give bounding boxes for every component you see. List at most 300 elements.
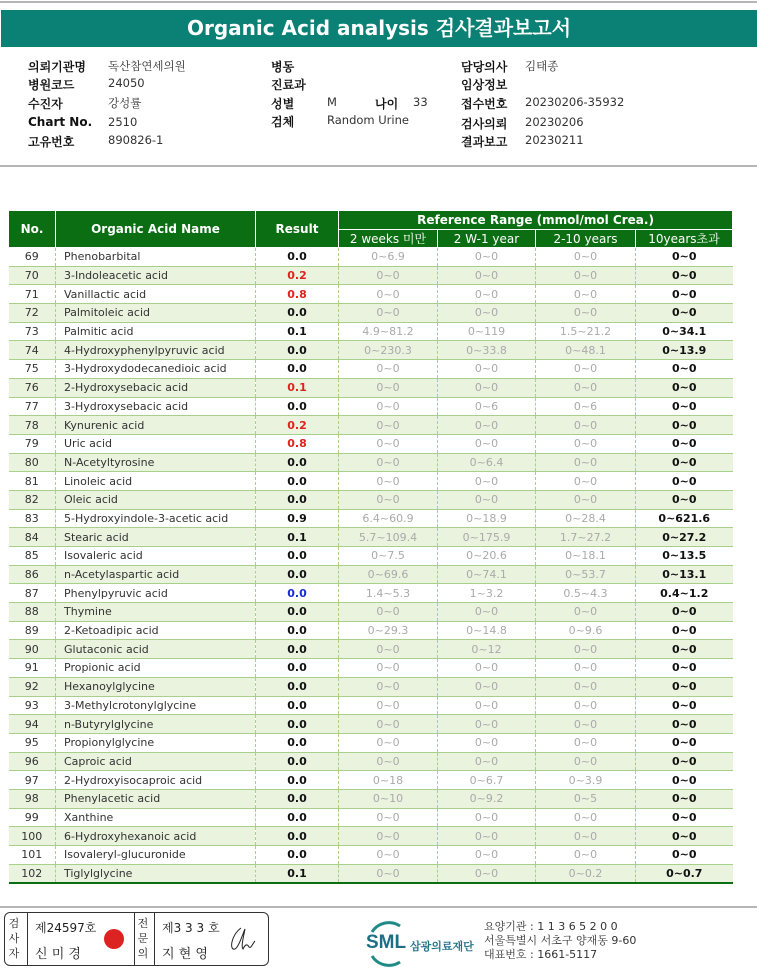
acid-name: 2-Ketoadipic acid xyxy=(56,621,256,640)
range-10y: 0~0 xyxy=(636,715,733,734)
range-2w-1y: 0~0 xyxy=(438,827,536,846)
range-2weeks: 0~0 xyxy=(339,490,438,509)
range-10y: 0~0 xyxy=(636,266,733,285)
range-10y: 0~0 xyxy=(636,453,733,472)
range-10y: 0~0 xyxy=(636,621,733,640)
range-2-10y: 0~0 xyxy=(536,304,636,323)
range-2weeks: 6.4~60.9 xyxy=(339,509,438,528)
range-10y: 0~0 xyxy=(636,846,733,865)
range-10y: 0~0 xyxy=(636,603,733,622)
acid-name: Caproic acid xyxy=(56,752,256,771)
row-no: 73 xyxy=(9,322,56,341)
range-2w-1y: 0~0 xyxy=(438,304,536,323)
result-value: 0.0 xyxy=(256,621,339,640)
range-2weeks: 0~0 xyxy=(339,733,438,752)
range-2-10y: 0~0.2 xyxy=(536,864,636,883)
acid-name: Vanillactic acid xyxy=(56,285,256,304)
row-no: 88 xyxy=(9,603,56,622)
specialist-name: 지 현 영 xyxy=(162,947,208,962)
id-value: 890826-1 xyxy=(108,133,164,147)
result-value: 0.0 xyxy=(256,547,339,566)
row-no: 101 xyxy=(9,846,56,865)
row-no: 79 xyxy=(9,434,56,453)
header-no: No. xyxy=(9,211,56,248)
acid-name: Phenylacetic acid xyxy=(56,789,256,808)
report-label: 결과보고 xyxy=(461,135,508,149)
range-10y: 0~0 xyxy=(636,434,733,453)
range-10y: 0~0 xyxy=(636,771,733,790)
range-2w-1y: 0~0 xyxy=(438,846,536,865)
range-10y: 0~0 xyxy=(636,490,733,509)
range-2weeks: 0~230.3 xyxy=(339,341,438,360)
receipt-value: 20230206-35932 xyxy=(525,95,625,109)
table-row xyxy=(9,752,733,771)
acid-name: Propionylglycine xyxy=(56,733,256,752)
table-row xyxy=(9,827,733,846)
table-row xyxy=(9,771,733,790)
hospital-code-value: 24050 xyxy=(108,76,145,90)
range-10y: 0~0 xyxy=(636,248,733,267)
acid-name: 6-Hydroxyhexanoic acid xyxy=(56,827,256,846)
table-row xyxy=(9,453,733,472)
result-value: 0.1 xyxy=(256,864,339,883)
range-2weeks: 0~0 xyxy=(339,266,438,285)
specimen-value: Random Urine xyxy=(327,113,409,127)
range-2-10y: 0~0 xyxy=(536,733,636,752)
result-value: 0.2 xyxy=(256,266,339,285)
table-row xyxy=(9,621,733,640)
row-no: 99 xyxy=(9,808,56,827)
acid-name: 4-Hydroxyphenylpyruvic acid xyxy=(56,341,256,360)
ward-label: 병동 xyxy=(271,60,295,74)
range-2weeks: 0~0 xyxy=(339,360,438,379)
range-2w-1y: 0~0 xyxy=(438,864,536,883)
range-2weeks: 0~10 xyxy=(339,789,438,808)
acid-name: Oleic acid xyxy=(56,490,256,509)
range-2weeks: 0~0 xyxy=(339,416,438,435)
acid-name: Kynurenic acid xyxy=(56,416,256,435)
institution-value: 독산참연세의원 xyxy=(108,59,186,73)
range-2weeks: 0~0 xyxy=(339,808,438,827)
result-value: 0.0 xyxy=(256,453,339,472)
range-10y: 0~0 xyxy=(636,752,733,771)
range-2-10y: 0~0 xyxy=(536,827,636,846)
range-2-10y: 0~0 xyxy=(536,248,636,267)
range-10y: 0~34.1 xyxy=(636,322,733,341)
range-2weeks: 0~0 xyxy=(339,640,438,659)
range-10y: 0~13.9 xyxy=(636,341,733,360)
range-2weeks: 4.9~81.2 xyxy=(339,322,438,341)
range-10y: 0~0 xyxy=(636,360,733,379)
row-no: 72 xyxy=(9,304,56,323)
range-2weeks: 0~0 xyxy=(339,846,438,865)
range-2-10y: 0~0 xyxy=(536,490,636,509)
result-value: 0.2 xyxy=(256,416,339,435)
patient-label: 수진자 xyxy=(28,97,63,111)
header-range-2-10y: 2-10 years xyxy=(536,230,636,248)
acid-name: n-Acetylaspartic acid xyxy=(56,565,256,584)
report-title: Organic Acid analysis 검사결과보고서 xyxy=(1,10,757,47)
result-value: 0.9 xyxy=(256,509,339,528)
row-no: 71 xyxy=(9,285,56,304)
range-2weeks: 0~0 xyxy=(339,603,438,622)
range-2w-1y: 0~0 xyxy=(438,416,536,435)
range-2w-1y: 0~0 xyxy=(438,677,536,696)
row-no: 92 xyxy=(9,677,56,696)
range-10y: 0~0 xyxy=(636,397,733,416)
range-2-10y: 0~0 xyxy=(536,378,636,397)
row-no: 90 xyxy=(9,640,56,659)
range-10y: 0~0 xyxy=(636,677,733,696)
table-row xyxy=(9,677,733,696)
range-2-10y: 1.5~21.2 xyxy=(536,322,636,341)
range-2-10y: 0~3.9 xyxy=(536,771,636,790)
range-2w-1y: 0~0 xyxy=(438,490,536,509)
address: 서울특별시 서초구 양재동 9-60 xyxy=(484,934,637,947)
result-value: 0.0 xyxy=(256,565,339,584)
range-2w-1y: 0~0 xyxy=(438,715,536,734)
header-result: Result xyxy=(256,211,339,248)
row-no: 76 xyxy=(9,378,56,397)
acid-name: 3-Hydroxydodecanedioic acid xyxy=(56,360,256,379)
table-row xyxy=(9,715,733,734)
hospital-code-label: 병원코드 xyxy=(28,78,75,92)
specimen-label: 검체 xyxy=(271,115,295,129)
table-row xyxy=(9,490,733,509)
range-10y: 0~13.1 xyxy=(636,565,733,584)
range-2w-1y: 0~20.6 xyxy=(438,547,536,566)
range-10y: 0~0.7 xyxy=(636,864,733,883)
range-2weeks: 0~0 xyxy=(339,864,438,883)
range-2-10y: 0~0 xyxy=(536,846,636,865)
acid-name: Tiglylglycine xyxy=(56,864,256,883)
clinical-label: 임상정보 xyxy=(461,78,508,92)
row-no: 93 xyxy=(9,696,56,715)
range-2w-1y: 0~119 xyxy=(438,322,536,341)
receipt-label: 접수번호 xyxy=(461,97,508,111)
acid-name: n-Butyrylglycine xyxy=(56,715,256,734)
result-value: 0.0 xyxy=(256,584,339,603)
range-2w-1y: 0~0 xyxy=(438,472,536,491)
range-2-10y: 0~18.1 xyxy=(536,547,636,566)
row-no: 91 xyxy=(9,659,56,678)
range-2-10y: 0~0 xyxy=(536,752,636,771)
range-2weeks: 0~0 xyxy=(339,659,438,678)
result-value: 0.0 xyxy=(256,490,339,509)
result-value: 0.0 xyxy=(256,472,339,491)
result-value: 0.0 xyxy=(256,677,339,696)
acid-name: 2-Hydroxyisocaproic acid xyxy=(56,771,256,790)
table-row xyxy=(9,659,733,678)
range-2weeks: 0~0 xyxy=(339,378,438,397)
result-value: 0.0 xyxy=(256,827,339,846)
header-name: Organic Acid Name xyxy=(56,211,256,248)
range-2weeks: 0~29.3 xyxy=(339,621,438,640)
row-no: 78 xyxy=(9,416,56,435)
range-2w-1y: 0~6.7 xyxy=(438,771,536,790)
table-row xyxy=(9,640,733,659)
range-2weeks: 0~0 xyxy=(339,397,438,416)
examiner-label: 검 사 자 xyxy=(8,917,20,960)
org-name: 삼광의료재단 xyxy=(410,940,474,953)
range-2w-1y: 0~33.8 xyxy=(438,341,536,360)
result-value: 0.0 xyxy=(256,846,339,865)
row-no: 82 xyxy=(9,490,56,509)
result-value: 0.0 xyxy=(256,715,339,734)
range-2-10y: 0~0 xyxy=(536,285,636,304)
range-10y: 0.4~1.2 xyxy=(636,584,733,603)
range-2-10y: 0~0 xyxy=(536,659,636,678)
row-no: 80 xyxy=(9,453,56,472)
row-no: 69 xyxy=(9,248,56,267)
table-row xyxy=(9,733,733,752)
range-2weeks: 0~7.5 xyxy=(339,547,438,566)
acid-name: Phenylpyruvic acid xyxy=(56,584,256,603)
results-table xyxy=(8,210,733,884)
row-no: 100 xyxy=(9,827,56,846)
range-10y: 0~0 xyxy=(636,285,733,304)
row-no: 97 xyxy=(9,771,56,790)
result-value: 0.1 xyxy=(256,322,339,341)
patient-value: 강성률 xyxy=(108,96,142,110)
range-2w-1y: 0~0 xyxy=(438,733,536,752)
examiner-number: 제24597호 xyxy=(35,921,97,935)
range-10y: 0~621.6 xyxy=(636,509,733,528)
phone: 대표번호 : 1661-5117 xyxy=(484,948,598,961)
table-row xyxy=(9,864,733,883)
range-2-10y: 0~0 xyxy=(536,640,636,659)
acid-name: Palmitoleic acid xyxy=(56,304,256,323)
range-2w-1y: 0~0 xyxy=(438,808,536,827)
table-row xyxy=(9,322,733,341)
table-row xyxy=(9,416,733,435)
table-row xyxy=(9,846,733,865)
range-2weeks: 0~0 xyxy=(339,472,438,491)
table-row xyxy=(9,528,733,547)
table-row xyxy=(9,565,733,584)
result-value: 0.0 xyxy=(256,659,339,678)
range-10y: 0~0 xyxy=(636,378,733,397)
result-value: 0.0 xyxy=(256,248,339,267)
range-2w-1y: 0~0 xyxy=(438,603,536,622)
dept-label: 진료과 xyxy=(271,78,306,92)
result-value: 0.0 xyxy=(256,360,339,379)
row-no: 96 xyxy=(9,752,56,771)
institution-label: 의뢰기관명 xyxy=(28,60,86,74)
acid-name: 5-Hydroxyindole-3-acetic acid xyxy=(56,509,256,528)
range-2-10y: 0~0 xyxy=(536,360,636,379)
row-no: 81 xyxy=(9,472,56,491)
result-value: 0.8 xyxy=(256,434,339,453)
range-10y: 0~27.2 xyxy=(636,528,733,547)
result-value: 0.0 xyxy=(256,397,339,416)
row-no: 98 xyxy=(9,789,56,808)
range-2w-1y: 0~6.4 xyxy=(438,453,536,472)
acid-name: 3-Indoleacetic acid xyxy=(56,266,256,285)
range-2w-1y: 0~6 xyxy=(438,397,536,416)
range-2w-1y: 0~0 xyxy=(438,378,536,397)
range-2weeks: 0~0 xyxy=(339,677,438,696)
range-2-10y: 0~0 xyxy=(536,472,636,491)
range-2weeks: 0~18 xyxy=(339,771,438,790)
row-no: 83 xyxy=(9,509,56,528)
row-no: 85 xyxy=(9,547,56,566)
result-value: 0.1 xyxy=(256,528,339,547)
range-10y: 0~0 xyxy=(636,416,733,435)
logo-text: SML xyxy=(366,932,407,953)
acid-name: Linoleic acid xyxy=(56,472,256,491)
acid-name: Palmitic acid xyxy=(56,322,256,341)
range-2-10y: 0~0 xyxy=(536,416,636,435)
range-2-10y: 1.7~27.2 xyxy=(536,528,636,547)
range-2weeks: 0~0 xyxy=(339,434,438,453)
range-10y: 0~13.5 xyxy=(636,547,733,566)
request-label: 검사의뢰 xyxy=(461,117,508,131)
table-row xyxy=(9,696,733,715)
doctor-label: 담당의사 xyxy=(461,60,508,74)
row-no: 74 xyxy=(9,341,56,360)
range-2w-1y: 0~18.9 xyxy=(438,509,536,528)
result-value: 0.0 xyxy=(256,603,339,622)
row-no: 77 xyxy=(9,397,56,416)
range-2weeks: 0~0 xyxy=(339,752,438,771)
signature-icon xyxy=(227,925,257,955)
acid-name: Phenobarbital xyxy=(56,248,256,267)
result-value: 0.0 xyxy=(256,808,339,827)
table-row xyxy=(9,509,733,528)
range-2weeks: 0~69.6 xyxy=(339,565,438,584)
table-row xyxy=(9,789,733,808)
chart-value: 2510 xyxy=(108,115,138,129)
table-row xyxy=(9,266,733,285)
id-label: 고유번호 xyxy=(28,135,75,149)
range-2weeks: 5.7~109.4 xyxy=(339,528,438,547)
result-value: 0.1 xyxy=(256,378,339,397)
age-value: 33 xyxy=(413,95,428,109)
range-2-10y: 0~5 xyxy=(536,789,636,808)
row-no: 89 xyxy=(9,621,56,640)
table-row xyxy=(9,341,733,360)
specialist-number: 제3 3 3 호 xyxy=(162,921,220,935)
range-2w-1y: 0~0 xyxy=(438,752,536,771)
range-2-10y: 0~0 xyxy=(536,266,636,285)
header-reference-range: Reference Range (mmol/mol Crea.) xyxy=(339,211,733,230)
range-2-10y: 0~0 xyxy=(536,603,636,622)
range-2-10y: 0~0 xyxy=(536,434,636,453)
range-10y: 0~0 xyxy=(636,640,733,659)
request-value: 20230206 xyxy=(525,115,584,129)
range-2w-1y: 0~12 xyxy=(438,640,536,659)
acid-name: Xanthine xyxy=(56,808,256,827)
range-2-10y: 0.5~4.3 xyxy=(536,584,636,603)
result-value: 0.8 xyxy=(256,285,339,304)
range-2-10y: 0~0 xyxy=(536,808,636,827)
result-value: 0.0 xyxy=(256,640,339,659)
range-2weeks: 0~0 xyxy=(339,453,438,472)
acid-name: Propionic acid xyxy=(56,659,256,678)
table-row xyxy=(9,603,733,622)
row-no: 102 xyxy=(9,864,56,883)
table-row xyxy=(9,285,733,304)
header-range-2weeks: 2 weeks 미만 xyxy=(339,230,438,248)
range-2weeks: 0~6.9 xyxy=(339,248,438,267)
range-10y: 0~0 xyxy=(636,472,733,491)
table-row xyxy=(9,584,733,603)
acid-name: Stearic acid xyxy=(56,528,256,547)
range-2w-1y: 0~0 xyxy=(438,696,536,715)
header-range-2w-1y: 2 W-1 year xyxy=(438,230,536,248)
range-10y: 0~0 xyxy=(636,696,733,715)
acid-name: 3-Hydroxysebacic acid xyxy=(56,397,256,416)
result-value: 0.0 xyxy=(256,341,339,360)
top-divider xyxy=(0,1,757,3)
row-no: 86 xyxy=(9,565,56,584)
range-10y: 0~0 xyxy=(636,304,733,323)
range-2w-1y: 0~9.2 xyxy=(438,789,536,808)
acid-name: Uric acid xyxy=(56,434,256,453)
acid-name: N-Acetyltyrosine xyxy=(56,453,256,472)
table-row xyxy=(9,397,733,416)
result-value: 0.0 xyxy=(256,304,339,323)
range-2w-1y: 0~74.1 xyxy=(438,565,536,584)
row-no: 75 xyxy=(9,360,56,379)
age-label: 나이 xyxy=(375,97,399,111)
range-2w-1y: 1~3.2 xyxy=(438,584,536,603)
range-2w-1y: 0~175.9 xyxy=(438,528,536,547)
acid-name: Isovaleryl-glucuronide xyxy=(56,846,256,865)
acid-name: 2-Hydroxysebacic acid xyxy=(56,378,256,397)
row-no: 95 xyxy=(9,733,56,752)
specialist-label: 전 문 의 xyxy=(137,917,149,960)
range-2weeks: 0~0 xyxy=(339,827,438,846)
doctor-value: 김태종 xyxy=(525,59,559,73)
acid-name: Glutaconic acid xyxy=(56,640,256,659)
result-value: 0.0 xyxy=(256,752,339,771)
range-2weeks: 0~0 xyxy=(339,285,438,304)
range-2weeks: 0~0 xyxy=(339,304,438,323)
row-no: 84 xyxy=(9,528,56,547)
range-2w-1y: 0~0 xyxy=(438,659,536,678)
header-range-10y: 10years초과 xyxy=(636,230,733,248)
table-row xyxy=(9,434,733,453)
range-10y: 0~0 xyxy=(636,789,733,808)
table-row xyxy=(9,304,733,323)
signature-box xyxy=(4,912,269,966)
table-row xyxy=(9,808,733,827)
care-code: 요양기관 : 1 1 3 6 5 2 0 0 xyxy=(484,920,618,933)
range-2w-1y: 0~0 xyxy=(438,360,536,379)
row-no: 87 xyxy=(9,584,56,603)
table-row xyxy=(9,472,733,491)
table-row xyxy=(9,360,733,379)
footer-divider xyxy=(0,906,757,908)
row-no: 70 xyxy=(9,266,56,285)
range-2-10y: 0~6 xyxy=(536,397,636,416)
range-2-10y: 0~48.1 xyxy=(536,341,636,360)
acid-name: 3-Methylcrotonylglycine xyxy=(56,696,256,715)
sex-value: M xyxy=(327,95,337,109)
result-value: 0.0 xyxy=(256,789,339,808)
range-2w-1y: 0~0 xyxy=(438,248,536,267)
range-2-10y: 0~0 xyxy=(536,453,636,472)
range-2w-1y: 0~0 xyxy=(438,266,536,285)
range-2-10y: 0~9.6 xyxy=(536,621,636,640)
range-10y: 0~0 xyxy=(636,827,733,846)
range-2-10y: 0~0 xyxy=(536,677,636,696)
range-2w-1y: 0~0 xyxy=(438,285,536,304)
row-no: 94 xyxy=(9,715,56,734)
acid-name: Thymine xyxy=(56,603,256,622)
